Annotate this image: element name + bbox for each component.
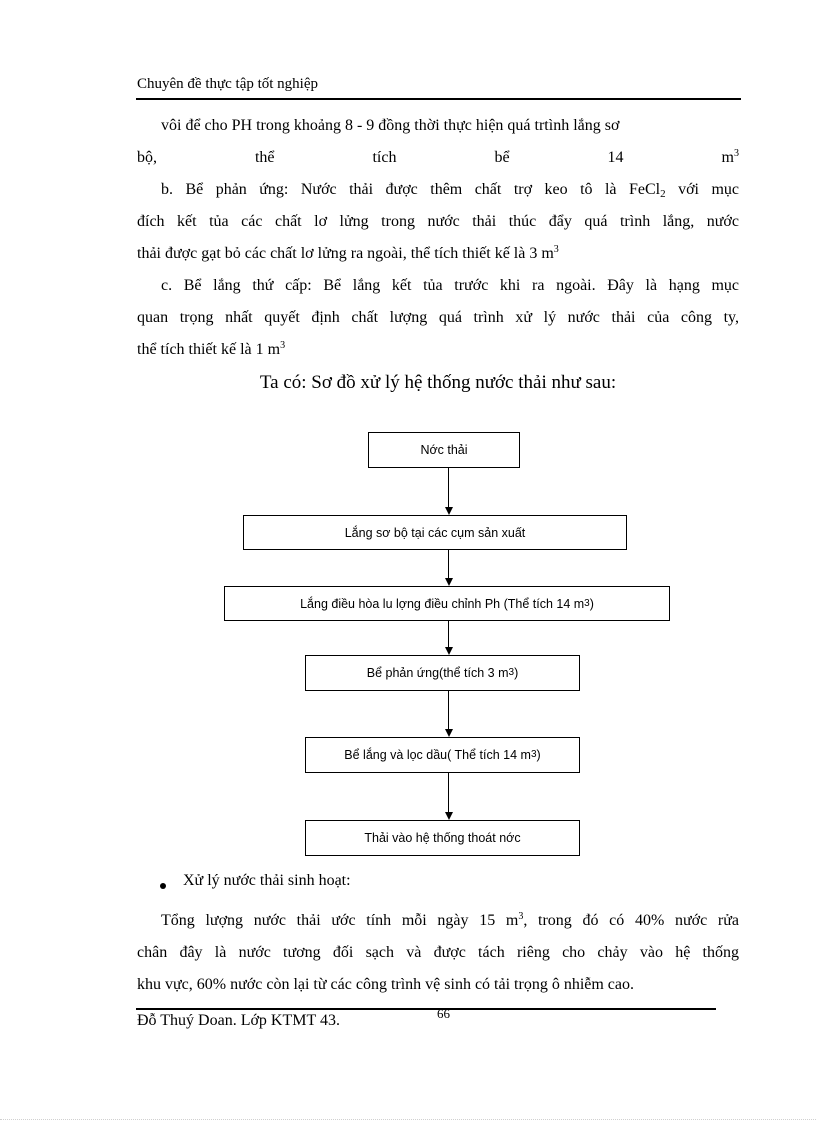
p1-superscript: 3 xyxy=(733,148,739,159)
section-line-2: chân đây là nước tương đối sạch và được tách riêng cho chảy vào hệ thống xyxy=(137,944,739,961)
page-header: Chuyên đề thực tập tốt nghiệp xyxy=(137,76,319,92)
flow-arrow-head xyxy=(445,812,453,820)
p1-line1-text: vôi để cho PH trong khoảng 8 - 9 đồng thời thực hiện quá trtình lắng sơ xyxy=(161,117,620,134)
paragraph-2-line-1 xyxy=(137,174,739,206)
p3-line3-text: thể tích thiết kế là 1 m xyxy=(137,341,281,358)
flow-arrow-head xyxy=(445,507,453,515)
flow-box-label: Nớc thải xyxy=(420,443,468,457)
p2-line3-text: thải được gạt bỏ các chất lơ lửng ra ngoài, thể tích thiết kế là 3 m xyxy=(137,245,554,262)
paragraph-3-line-1: c. Bể lắng thứ cấp: Bể lắng kết tủa trước khi ra ngoài. Đây là hạng mục xyxy=(161,277,739,294)
flow-box-suffix: ) xyxy=(514,666,519,680)
paragraph-3-line-2: quan trọng nhất quyết định chất lượng quá trình xử lý nước thải của công ty, xyxy=(137,309,739,326)
page-number: 66 xyxy=(437,1006,450,1021)
section-heading: Xử lý nước thải sinh hoạt: xyxy=(183,872,351,889)
flow-box-label: Thải vào hệ thống thoát nớc xyxy=(364,831,521,845)
flow-arrow-head xyxy=(445,729,453,737)
footer-author: Đỗ Thuý Doan. Lớp KTMT 43. xyxy=(137,1012,340,1029)
p1-word: thể xyxy=(254,149,275,166)
p1-word: m xyxy=(721,149,734,166)
p1-word: bộ, xyxy=(137,149,157,166)
paragraph-3-line-3 xyxy=(137,334,739,366)
p1-word: 14 xyxy=(607,149,624,166)
p1-word: bể xyxy=(494,149,510,166)
p1-unit xyxy=(722,142,739,174)
paragraph-1-line-1 xyxy=(137,110,739,142)
p2-line1-b: với mục xyxy=(665,181,740,198)
flow-arrow-head xyxy=(445,647,453,655)
p2-line1-a: b. Bể phản ứng: Nước thải được thêm chất trợ keo tô là FeCl xyxy=(161,181,661,198)
flow-arrow-head xyxy=(445,578,453,586)
paragraph-2-line-3 xyxy=(137,238,739,270)
flow-box-raw-wastewater xyxy=(368,432,520,468)
flow-arrow-line xyxy=(448,773,449,812)
flow-box-reaction-tank: Bể phản ứng(thể tích 3 m 3 ) xyxy=(305,655,580,691)
paragraph-2-line-2: đích kết tủa các chất lơ lửng trong nước thải thúc đẩy quá trình lắng, nước xyxy=(137,213,739,230)
flow-arrow-line xyxy=(448,468,449,507)
section-line-1 xyxy=(137,905,739,937)
p2-superscript: 3 xyxy=(553,244,559,255)
flow-box-label: Bể lắng và lọc dầu( Thể tích 14 m xyxy=(344,748,531,762)
paragraph-1-line-2 xyxy=(137,142,739,174)
flow-arrow-line xyxy=(448,621,449,647)
section-line1-a: Tổng lượng nước thải ước tính mỗi ngày 15 m xyxy=(161,912,519,929)
flow-box-label: Lắng sơ bộ tại các cụm sản xuất xyxy=(344,525,526,540)
flow-box-preliminary-settling xyxy=(243,515,627,550)
flow-arrow-line xyxy=(448,550,449,578)
flow-box-settling-oil-filter: Bể lắng và lọc dầu( Thể tích 14 m 3 ) xyxy=(305,737,580,773)
flow-arrow-line xyxy=(448,691,449,729)
p3-superscript: 3 xyxy=(280,340,286,351)
flow-box-discharge xyxy=(305,820,580,856)
page-edge-divider xyxy=(0,1119,816,1120)
flow-box-suffix: ) xyxy=(536,748,541,762)
flow-box-equalization: Lắng điều hòa lu lợng điều chỉnh Ph (Thể tích 14 m 3 ) xyxy=(224,586,670,621)
section-line-3: khu vực, 60% nước còn lại từ các công trình vệ sinh có tải trọng ô nhiễm cao. xyxy=(137,976,635,993)
bullet-icon xyxy=(160,883,166,889)
p2-subscript: 2 xyxy=(660,188,666,200)
flow-box-label: Lắng điều hòa lu lợng điều chỉnh Ph (Thể tích 14 m xyxy=(300,596,585,611)
section-line1-b: , trong đó có 40% nước rửa xyxy=(523,912,739,929)
flow-box-label: Bể phản ứng(thể tích 3 m xyxy=(366,666,509,680)
flow-box-suffix: ) xyxy=(589,596,594,611)
diagram-caption: Ta có: Sơ đồ xử lý hệ thống nước thải như sau: xyxy=(259,372,617,393)
p1-word: tích xyxy=(372,149,397,166)
footer-rule xyxy=(136,1008,716,1010)
section-superscript: 3 xyxy=(518,911,524,922)
header-rule xyxy=(136,98,741,100)
